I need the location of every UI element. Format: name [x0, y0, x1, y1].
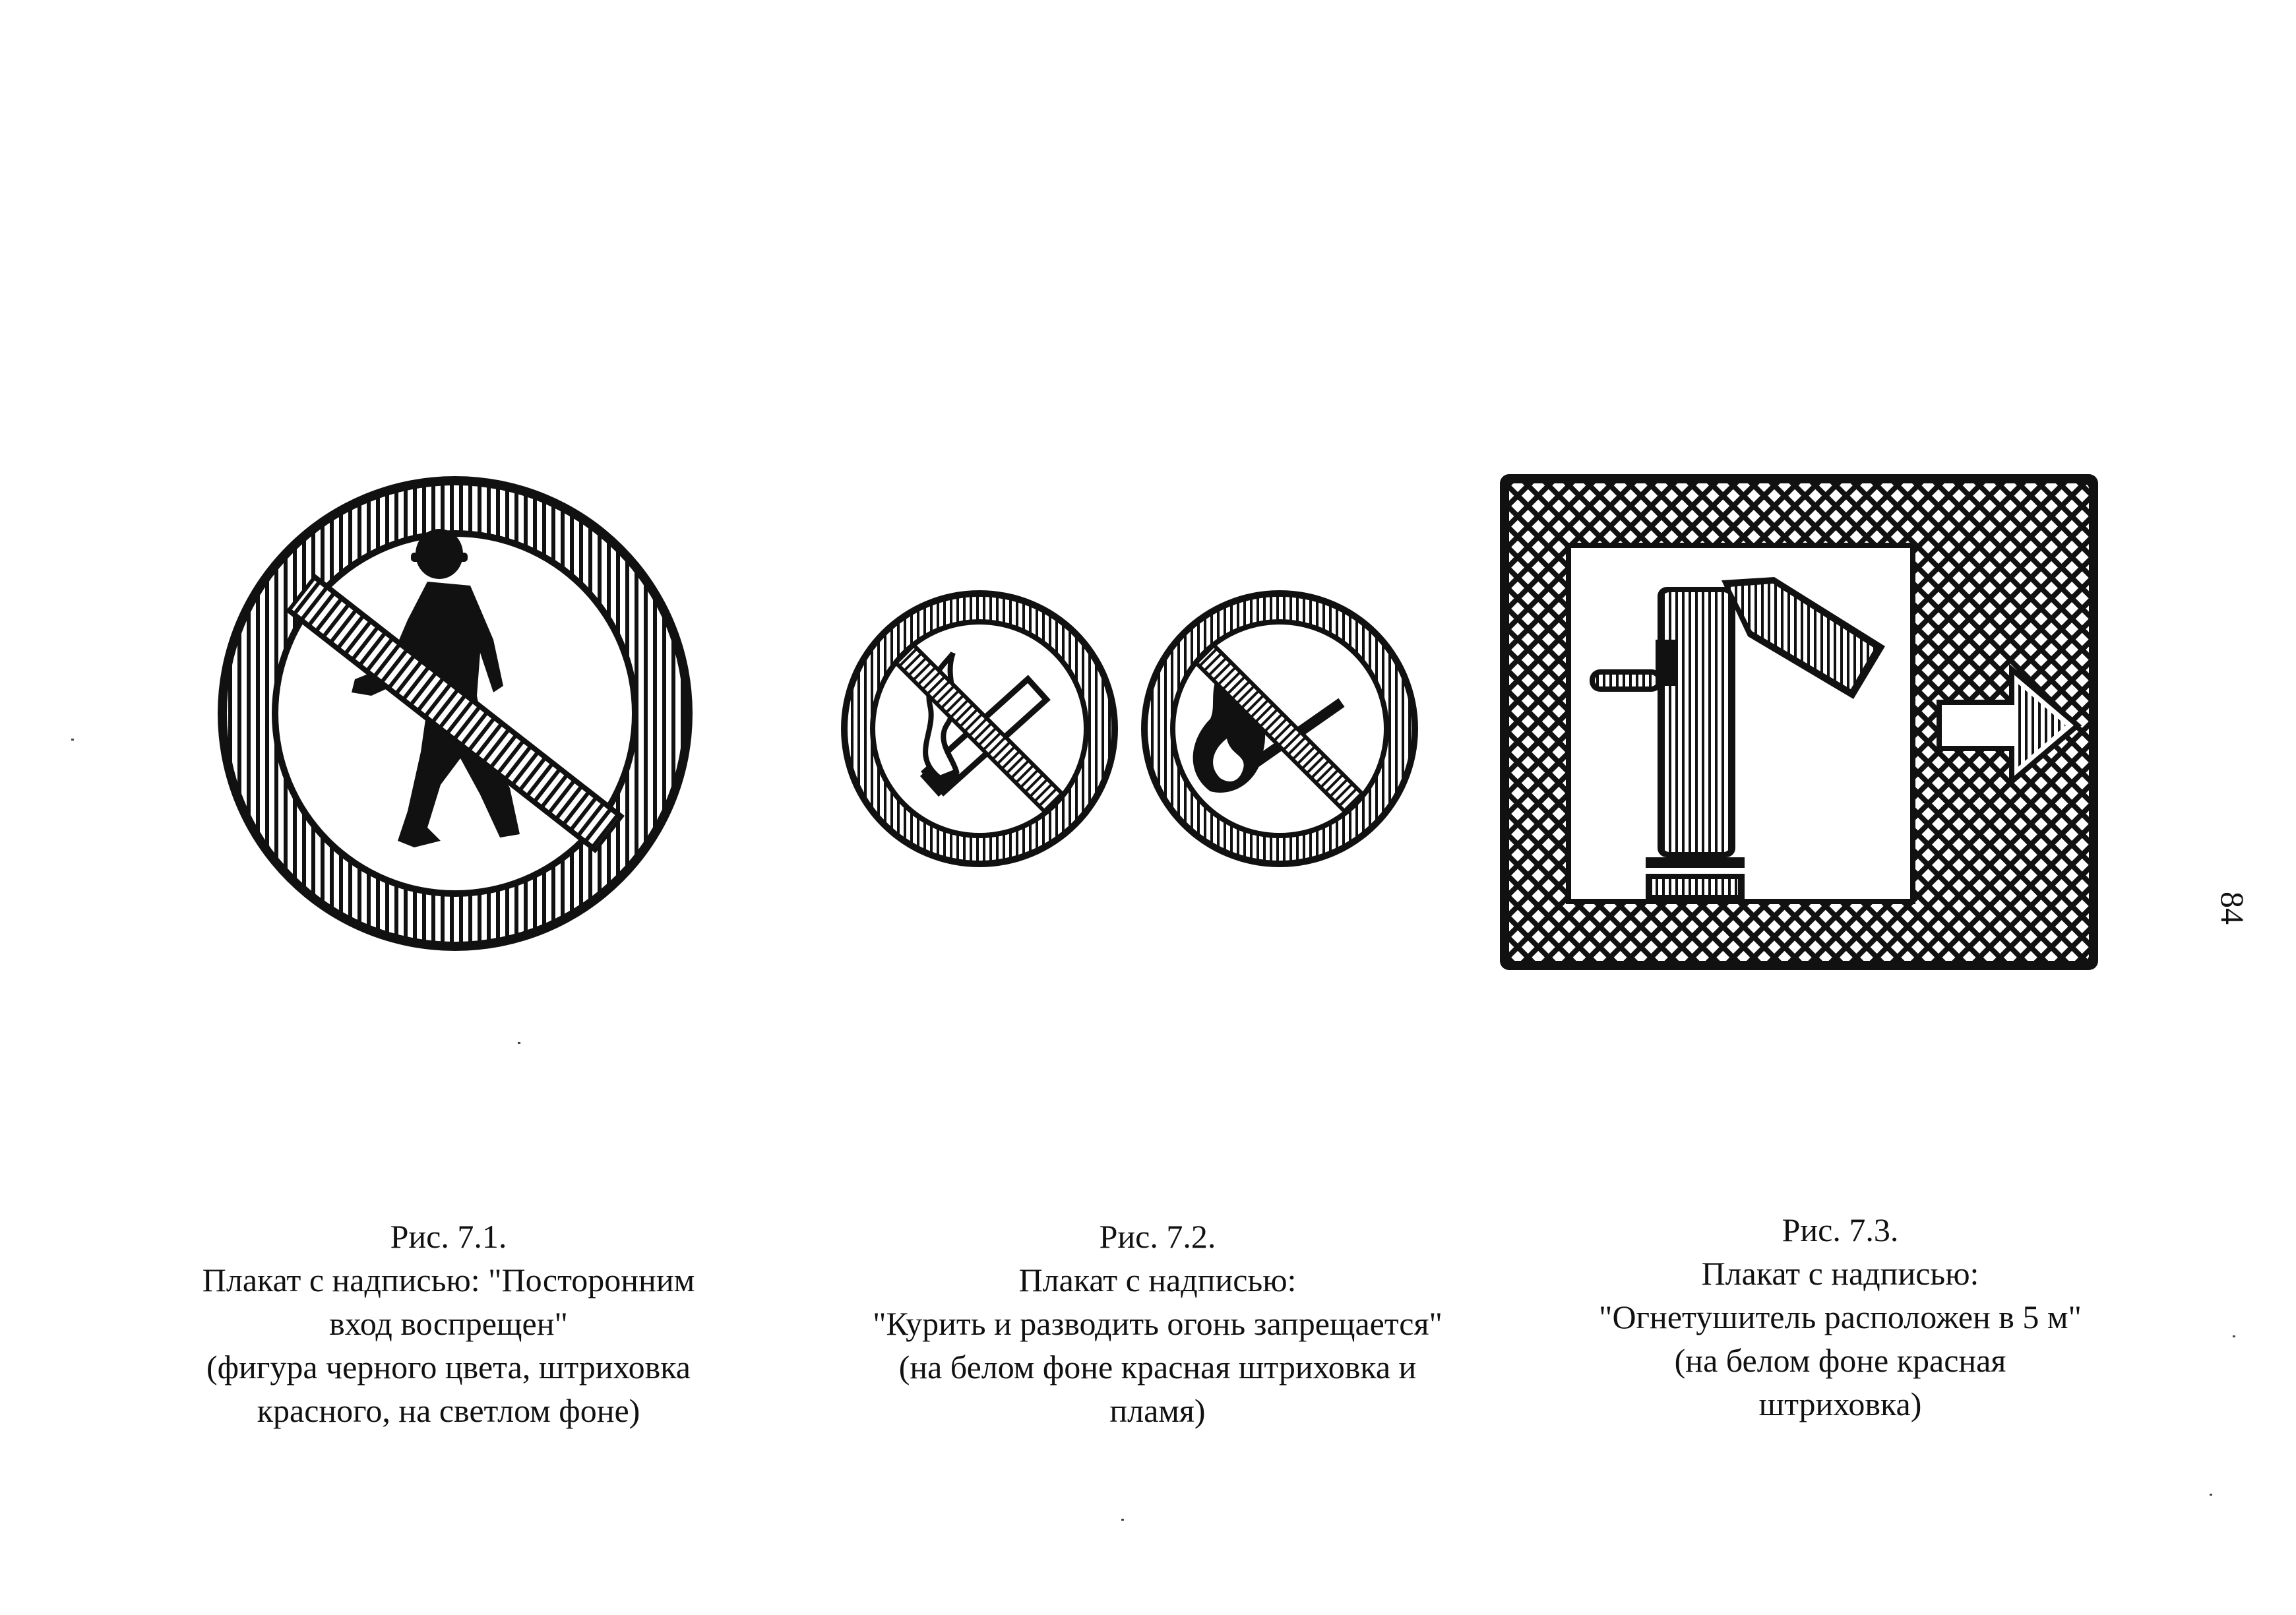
scan-speck	[71, 739, 74, 741]
caption-line: вход воспрещен"	[329, 1305, 568, 1342]
caption-line: Плакат с надписью:	[1018, 1262, 1297, 1298]
caption-line: (на белом фоне красная штриховка и	[898, 1349, 1417, 1386]
figure-caption-7-3	[1537, 1208, 2144, 1426]
caption-line: красного, на светлом фоне)	[257, 1392, 640, 1429]
caption-line: (фигура черного цвета, штриховка	[206, 1349, 691, 1386]
figure-caption-7-1	[152, 1215, 745, 1432]
scan-speck	[1121, 1519, 1124, 1521]
caption-line: Плакат с надписью: "Посторонним	[202, 1262, 695, 1298]
caption-line: (на белом фоне красная	[1674, 1342, 2006, 1379]
caption-line: Плакат с надписью:	[1701, 1255, 1979, 1292]
no-open-flame-icon	[1138, 587, 1421, 870]
caption-line: штриховка)	[1758, 1386, 1922, 1422]
fire-extinguisher-direction-icon	[1497, 472, 2101, 973]
figure-number: Рис. 7.1.	[390, 1218, 507, 1255]
no-entry-pedestrian-icon	[210, 468, 701, 960]
figure-number: Рис. 7.2.	[1099, 1218, 1216, 1255]
figure-number: Рис. 7.3.	[1782, 1211, 1899, 1248]
caption-line: пламя)	[1109, 1392, 1206, 1429]
caption-line: "Огнетушитель расположен в 5 м"	[1599, 1298, 2082, 1335]
scan-speck	[2233, 1335, 2235, 1337]
no-smoking-icon	[838, 587, 1121, 870]
figure-caption-7-2	[791, 1215, 1524, 1432]
page-number: 84	[2214, 892, 2251, 925]
caption-line: "Курить и разводить огонь запрещается"	[873, 1305, 1443, 1342]
scan-speck	[2210, 1494, 2212, 1496]
scan-speck	[518, 1042, 520, 1044]
